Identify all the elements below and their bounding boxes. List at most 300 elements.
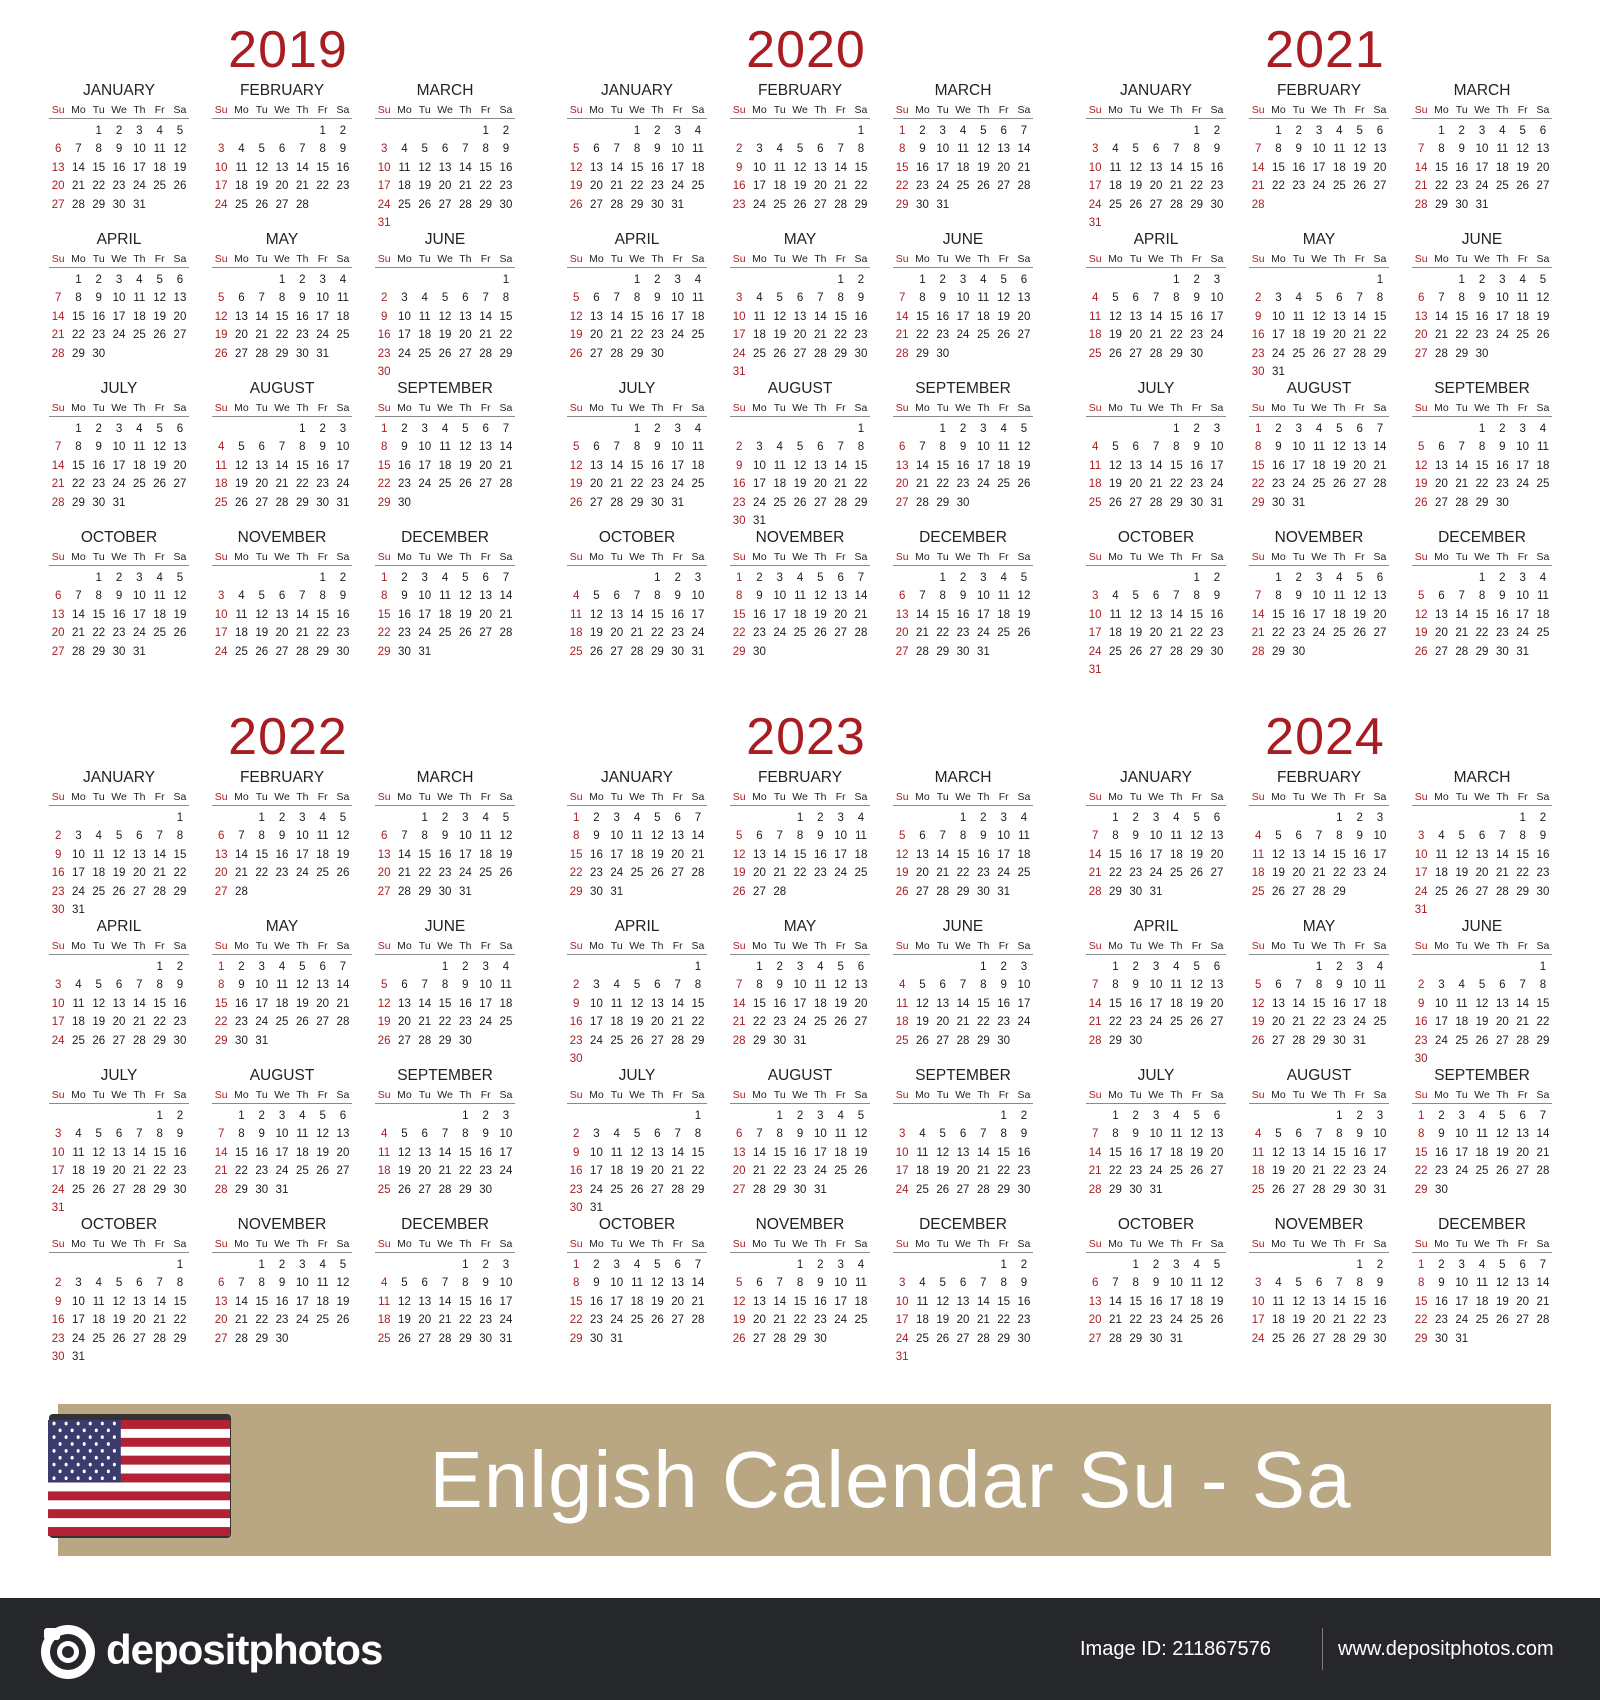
month-name: JULY bbox=[618, 1067, 656, 1084]
day-cell: 8 bbox=[1519, 830, 1526, 843]
day-cell: 30 bbox=[377, 366, 391, 378]
day-cell: 17 bbox=[499, 1146, 513, 1159]
weekday-header: Th bbox=[133, 104, 146, 116]
day-cell: 3 bbox=[54, 1128, 62, 1141]
day-cell: 10 bbox=[753, 459, 766, 472]
day-cell: 11 bbox=[854, 830, 867, 843]
day-cell: 4 bbox=[380, 1128, 388, 1141]
day-cell: 16 bbox=[1292, 608, 1306, 621]
day-cell: 22 bbox=[936, 627, 950, 640]
day-cell: 8 bbox=[380, 441, 388, 454]
day-cell: 25 bbox=[132, 478, 146, 491]
day-cell: 31 bbox=[1373, 1183, 1387, 1196]
day-cell: 29 bbox=[1109, 1183, 1122, 1196]
day-cell: 10 bbox=[295, 1277, 309, 1290]
month-name: MARCH bbox=[934, 769, 992, 786]
weekday-header: Tu bbox=[1292, 551, 1305, 563]
weekday-header: Mo bbox=[234, 104, 249, 116]
weekday-divider bbox=[893, 805, 1033, 806]
day-cell: 8 bbox=[1000, 1277, 1007, 1290]
day-cell: 2 bbox=[1132, 812, 1139, 824]
weekday-divider bbox=[212, 805, 352, 806]
weekday-header: Th bbox=[977, 402, 990, 414]
day-cell: 4 bbox=[441, 572, 449, 584]
weekday-header: Mo bbox=[234, 551, 249, 563]
day-cell: 26 bbox=[1475, 1034, 1489, 1047]
day-cell: 13 bbox=[1516, 1277, 1530, 1290]
year-title: 2023 bbox=[746, 708, 866, 766]
day-cell: 24 bbox=[834, 867, 848, 880]
day-cell: 30 bbox=[438, 885, 452, 898]
day-cell: 22 bbox=[1332, 1165, 1346, 1178]
day-cell: 22 bbox=[458, 1314, 472, 1327]
day-cell: 27 bbox=[377, 885, 391, 898]
day-cell: 11 bbox=[977, 292, 990, 305]
day-cell: 28 bbox=[1017, 180, 1031, 193]
day-cell: 29 bbox=[753, 1034, 766, 1047]
day-cell: 1 bbox=[462, 1110, 469, 1122]
day-cell: 30 bbox=[753, 645, 766, 658]
month-name: JUNE bbox=[424, 231, 466, 248]
day-cell: 22 bbox=[1475, 478, 1489, 491]
day-cell: 27 bbox=[1495, 1034, 1509, 1047]
day-cell: 24 bbox=[976, 627, 990, 640]
day-cell: 25 bbox=[153, 627, 167, 640]
day-cell: 27 bbox=[51, 198, 65, 211]
day-cell: 12 bbox=[569, 459, 583, 472]
day-cell: 15 bbox=[1475, 459, 1489, 472]
day-cell: 23 bbox=[377, 347, 391, 360]
day-cell: 17 bbox=[1088, 627, 1102, 640]
day-cell: 9 bbox=[1356, 830, 1363, 843]
day-cell: 20 bbox=[275, 180, 289, 193]
day-cell: 27 bbox=[854, 1016, 868, 1029]
day-cell: 27 bbox=[173, 329, 187, 342]
day-cell: 2 bbox=[1438, 1110, 1445, 1122]
day-cell: 24 bbox=[1210, 329, 1224, 342]
day-cell: 25 bbox=[438, 478, 452, 491]
day-cell: 4 bbox=[796, 572, 804, 584]
day-cell: 20 bbox=[479, 608, 493, 621]
weekday-header: Sa bbox=[499, 551, 513, 563]
day-cell: 8 bbox=[1254, 441, 1262, 454]
day-cell: 12 bbox=[1129, 608, 1143, 621]
day-cell: 8 bbox=[756, 979, 763, 992]
day-cell: 24 bbox=[1435, 1034, 1448, 1047]
day-cell: 11 bbox=[997, 441, 1010, 454]
day-cell: 8 bbox=[258, 1277, 265, 1290]
day-cell: 26 bbox=[630, 1183, 644, 1196]
day-cell: 13 bbox=[793, 310, 807, 323]
day-cell: 29 bbox=[916, 347, 929, 360]
weekday-header: Tu bbox=[92, 1089, 105, 1101]
day-cell: 7 bbox=[1173, 143, 1180, 156]
day-cell: 30 bbox=[1190, 347, 1204, 360]
weekday-header: Fr bbox=[154, 1238, 165, 1250]
weekday-header: Su bbox=[214, 104, 228, 116]
day-cell: 18 bbox=[1088, 478, 1102, 491]
day-cell: 24 bbox=[255, 1016, 269, 1029]
weekday-header: Sa bbox=[173, 551, 187, 563]
day-cell: 26 bbox=[793, 496, 807, 509]
day-cell: 22 bbox=[997, 1165, 1011, 1178]
day-cell: 29 bbox=[92, 198, 106, 211]
weekday-header: Th bbox=[1333, 551, 1346, 563]
day-cell: 15 bbox=[1272, 608, 1285, 621]
day-cell: 17 bbox=[895, 1165, 909, 1178]
day-cell: 19 bbox=[630, 1016, 644, 1029]
day-cell: 21 bbox=[956, 1016, 970, 1029]
day-cell: 20 bbox=[377, 867, 391, 880]
day-cell: 29 bbox=[976, 1034, 990, 1047]
day-cell: 28 bbox=[1373, 478, 1387, 491]
day-cell: 6 bbox=[1336, 292, 1343, 305]
day-cell: 8 bbox=[735, 590, 743, 603]
day-cell: 16 bbox=[590, 848, 603, 861]
day-cell: 26 bbox=[1190, 1016, 1204, 1029]
day-cell: 21 bbox=[671, 1165, 685, 1178]
day-cell: 7 bbox=[1091, 979, 1099, 992]
day-cell: 21 bbox=[499, 459, 513, 472]
day-cell: 10 bbox=[976, 441, 990, 454]
day-cell: 13 bbox=[112, 997, 126, 1010]
day-cell: 2 bbox=[980, 812, 987, 824]
day-cell: 18 bbox=[438, 459, 452, 472]
day-cell: 31 bbox=[1149, 885, 1163, 898]
day-cell: 22 bbox=[377, 478, 391, 491]
day-cell: 6 bbox=[54, 590, 62, 603]
day-cell: 8 bbox=[95, 143, 102, 156]
day-cell: 29 bbox=[997, 1332, 1011, 1345]
day-cell: 16 bbox=[499, 161, 513, 174]
day-cell: 23 bbox=[813, 867, 827, 880]
day-cell: 15 bbox=[438, 997, 452, 1010]
day-cell: 21 bbox=[834, 180, 848, 193]
weekday-header: We bbox=[437, 1238, 453, 1250]
weekday-header: Mo bbox=[589, 1238, 604, 1250]
day-cell: 10 bbox=[479, 979, 493, 992]
day-cell: 13 bbox=[1373, 590, 1387, 603]
day-cell: 29 bbox=[1332, 1183, 1346, 1196]
day-cell: 29 bbox=[936, 496, 950, 509]
day-cell: 20 bbox=[1088, 1314, 1102, 1327]
day-cell: 28 bbox=[255, 347, 269, 360]
weekday-header: We bbox=[437, 402, 453, 414]
day-cell: 19 bbox=[1109, 329, 1122, 342]
day-cell: 7 bbox=[75, 590, 82, 603]
day-cell: 17 bbox=[1516, 608, 1530, 621]
day-cell: 13 bbox=[813, 161, 827, 174]
day-cell: 29 bbox=[214, 1034, 228, 1047]
day-cell: 7 bbox=[1336, 1277, 1343, 1290]
weekday-divider bbox=[212, 954, 352, 955]
day-cell: 10 bbox=[691, 590, 705, 603]
weekday-header: Mo bbox=[752, 402, 767, 414]
day-cell: 30 bbox=[1129, 1183, 1143, 1196]
weekday-header: Sa bbox=[1017, 1089, 1031, 1101]
day-cell: 8 bbox=[1376, 292, 1384, 305]
weekday-divider bbox=[49, 805, 189, 806]
day-cell: 11 bbox=[610, 1146, 623, 1159]
weekday-header: We bbox=[274, 1238, 290, 1250]
day-cell: 8 bbox=[919, 292, 926, 305]
weekday-header: Fr bbox=[672, 1089, 683, 1101]
day-cell: 6 bbox=[756, 830, 763, 843]
day-cell: 16 bbox=[1414, 1016, 1428, 1029]
day-cell: 30 bbox=[956, 645, 970, 658]
day-cell: 3 bbox=[1213, 274, 1221, 286]
day-cell: 18 bbox=[854, 1295, 868, 1308]
day-cell: 14 bbox=[1332, 1295, 1346, 1308]
day-cell: 23 bbox=[173, 1165, 187, 1178]
day-cell: 26 bbox=[997, 329, 1011, 342]
day-cell: 3 bbox=[1091, 143, 1099, 156]
day-cell: 23 bbox=[854, 329, 868, 342]
day-cell: 12 bbox=[1272, 1146, 1285, 1159]
weekday-header: We bbox=[1311, 402, 1327, 414]
day-cell: 3 bbox=[115, 423, 123, 435]
day-cell: 12 bbox=[458, 590, 472, 603]
day-cell: 19 bbox=[813, 608, 827, 621]
day-cell: 28 bbox=[976, 1183, 990, 1196]
day-cell: 1 bbox=[1112, 961, 1119, 973]
day-cell: 17 bbox=[1475, 161, 1489, 174]
day-cell: 3 bbox=[898, 1277, 906, 1290]
day-cell: 4 bbox=[1376, 961, 1384, 973]
day-cell: 23 bbox=[1435, 1314, 1448, 1327]
day-cell: 14 bbox=[1088, 997, 1102, 1010]
day-cell: 17 bbox=[773, 608, 787, 621]
weekday-divider bbox=[375, 565, 515, 566]
day-cell: 15 bbox=[854, 161, 868, 174]
weekday-header: Mo bbox=[915, 1089, 930, 1101]
weekday-header: We bbox=[1148, 551, 1164, 563]
day-cell: 22 bbox=[1190, 180, 1204, 193]
day-cell: 25 bbox=[214, 496, 228, 509]
day-cell: 7 bbox=[613, 441, 620, 454]
day-cell: 15 bbox=[997, 1295, 1011, 1308]
day-cell: 8 bbox=[980, 979, 987, 992]
weekday-header: Tu bbox=[1455, 551, 1468, 563]
day-cell: 14 bbox=[1353, 310, 1367, 323]
weekday-header: Tu bbox=[418, 1089, 431, 1101]
day-cell: 15 bbox=[1109, 997, 1122, 1010]
day-cell: 21 bbox=[1516, 1016, 1530, 1029]
day-cell: 16 bbox=[398, 459, 411, 472]
day-cell: 10 bbox=[1373, 830, 1387, 843]
day-cell: 9 bbox=[593, 830, 600, 843]
weekday-divider bbox=[1249, 565, 1389, 566]
weekday-header: Fr bbox=[1354, 551, 1365, 563]
weekday-header: Sa bbox=[499, 104, 513, 116]
day-cell: 11 bbox=[1252, 848, 1265, 861]
day-cell: 2 bbox=[1213, 125, 1221, 137]
weekday-header: Fr bbox=[998, 253, 1009, 265]
day-cell: 23 bbox=[997, 1016, 1011, 1029]
day-cell: 13 bbox=[398, 997, 411, 1010]
day-cell: 29 bbox=[295, 496, 309, 509]
day-cell: 16 bbox=[479, 1146, 493, 1159]
day-cell: 27 bbox=[479, 627, 493, 640]
day-cell: 6 bbox=[278, 590, 286, 603]
day-cell: 18 bbox=[418, 329, 432, 342]
weekday-header: Sa bbox=[499, 402, 513, 414]
weekday-header: Sa bbox=[1210, 940, 1224, 952]
day-cell: 29 bbox=[1475, 496, 1489, 509]
day-cell: 16 bbox=[92, 459, 106, 472]
day-cell: 3 bbox=[502, 1110, 510, 1122]
day-cell: 17 bbox=[1169, 1295, 1183, 1308]
day-cell: 25 bbox=[499, 1016, 513, 1029]
day-cell: 19 bbox=[895, 867, 909, 880]
day-cell: 15 bbox=[1109, 1146, 1122, 1159]
day-cell: 23 bbox=[51, 885, 65, 898]
day-cell: 23 bbox=[479, 1314, 493, 1327]
weekday-header: Th bbox=[1496, 940, 1509, 952]
day-cell: 11 bbox=[1333, 590, 1346, 603]
day-cell: 19 bbox=[793, 478, 807, 491]
day-cell: 18 bbox=[153, 161, 167, 174]
day-cell: 11 bbox=[153, 143, 166, 156]
day-cell: 17 bbox=[1373, 1146, 1387, 1159]
day-cell: 26 bbox=[336, 1314, 350, 1327]
day-cell: 18 bbox=[92, 867, 106, 880]
day-cell: 10 bbox=[753, 161, 766, 174]
day-cell: 15 bbox=[92, 161, 106, 174]
day-cell: 16 bbox=[1353, 848, 1367, 861]
day-cell: 20 bbox=[438, 180, 452, 193]
day-cell: 13 bbox=[1129, 459, 1143, 472]
weekday-header: Th bbox=[1496, 551, 1509, 563]
site-url[interactable]: www.depositphotos.com bbox=[1338, 1638, 1554, 1660]
day-cell: 18 bbox=[895, 1016, 909, 1029]
day-cell: 6 bbox=[1499, 979, 1506, 992]
weekday-header: Tu bbox=[936, 1238, 949, 1250]
weekday-divider bbox=[1249, 1103, 1389, 1104]
day-cell: 15 bbox=[956, 848, 970, 861]
weekday-divider bbox=[1086, 954, 1226, 955]
day-cell: 14 bbox=[336, 979, 350, 992]
day-cell: 17 bbox=[956, 310, 970, 323]
weekday-header: Fr bbox=[1191, 791, 1202, 803]
day-cell: 5 bbox=[441, 292, 449, 305]
day-cell: 26 bbox=[255, 198, 269, 211]
day-cell: 2 bbox=[54, 830, 62, 843]
day-cell: 23 bbox=[499, 180, 513, 193]
month-name: DECEMBER bbox=[401, 1216, 489, 1233]
day-cell: 30 bbox=[398, 496, 411, 509]
day-cell: 30 bbox=[732, 515, 746, 527]
day-cell: 21 bbox=[1149, 329, 1163, 342]
weekday-header: Tu bbox=[92, 402, 105, 414]
day-cell: 15 bbox=[650, 608, 664, 621]
day-cell: 25 bbox=[1292, 347, 1306, 360]
day-cell: 1 bbox=[1519, 812, 1526, 824]
day-cell: 30 bbox=[336, 645, 350, 658]
weekday-divider bbox=[1249, 118, 1389, 119]
day-cell: 14 bbox=[916, 459, 929, 472]
day-cell: 3 bbox=[837, 812, 844, 824]
day-cell: 24 bbox=[671, 180, 685, 193]
day-cell: 2 bbox=[1213, 572, 1221, 584]
day-cell: 16 bbox=[793, 1146, 807, 1159]
day-cell: 1 bbox=[1193, 125, 1200, 137]
weekday-header: We bbox=[1148, 1089, 1164, 1101]
weekday-header: Su bbox=[377, 791, 391, 803]
day-cell: 22 bbox=[275, 329, 289, 342]
day-cell: 22 bbox=[1332, 867, 1346, 880]
day-cell: 20 bbox=[112, 1165, 126, 1178]
weekday-header: Mo bbox=[1434, 791, 1449, 803]
day-cell: 3 bbox=[1438, 979, 1445, 992]
day-cell: 16 bbox=[936, 310, 950, 323]
day-cell: 15 bbox=[275, 310, 289, 323]
weekday-divider bbox=[1249, 267, 1389, 268]
day-cell: 5 bbox=[776, 292, 783, 305]
day-cell: 27 bbox=[418, 1183, 432, 1196]
weekday-header: Sa bbox=[173, 104, 187, 116]
weekday-header: Su bbox=[1251, 253, 1265, 265]
day-cell: 31 bbox=[1088, 217, 1102, 229]
day-cell: 26 bbox=[834, 1016, 848, 1029]
day-cell: 16 bbox=[458, 997, 472, 1010]
day-cell: 23 bbox=[569, 1034, 583, 1047]
day-cell: 19 bbox=[773, 329, 787, 342]
day-cell: 1 bbox=[1173, 423, 1180, 435]
weekday-header: Th bbox=[296, 791, 309, 803]
weekday-header: Mo bbox=[234, 791, 249, 803]
day-cell: 23 bbox=[479, 1165, 493, 1178]
day-cell: 22 bbox=[854, 180, 868, 193]
day-cell: 29 bbox=[438, 1034, 452, 1047]
day-cell: 16 bbox=[336, 161, 350, 174]
day-cell: 12 bbox=[1272, 848, 1285, 861]
day-cell: 2 bbox=[939, 274, 946, 286]
day-cell: 10 bbox=[1373, 1128, 1387, 1141]
day-cell: 6 bbox=[339, 1110, 347, 1122]
day-cell: 8 bbox=[1417, 1128, 1425, 1141]
day-cell: 7 bbox=[136, 979, 143, 992]
weekday-header: We bbox=[1474, 551, 1490, 563]
day-cell: 10 bbox=[214, 161, 228, 174]
day-cell: 26 bbox=[1495, 1314, 1509, 1327]
day-cell: 10 bbox=[1088, 161, 1102, 174]
day-cell: 21 bbox=[438, 1165, 452, 1178]
day-cell: 8 bbox=[776, 1128, 783, 1141]
day-cell: 16 bbox=[1210, 161, 1224, 174]
day-cell: 22 bbox=[1272, 180, 1285, 193]
weekday-header: We bbox=[1474, 253, 1490, 265]
day-cell: 8 bbox=[939, 590, 946, 603]
day-cell: 30 bbox=[1536, 885, 1550, 898]
day-cell: 25 bbox=[753, 347, 766, 360]
weekday-header: Su bbox=[51, 402, 65, 414]
day-cell: 11 bbox=[997, 590, 1010, 603]
day-cell: 31 bbox=[895, 1351, 909, 1363]
day-cell: 23 bbox=[1536, 867, 1550, 880]
day-cell: 21 bbox=[610, 180, 624, 193]
day-cell: 22 bbox=[499, 329, 513, 342]
day-cell: 6 bbox=[1417, 292, 1425, 305]
day-cell: 14 bbox=[610, 161, 624, 174]
day-cell: 31 bbox=[255, 1034, 269, 1047]
day-cell: 17 bbox=[1149, 848, 1163, 861]
weekday-header: Mo bbox=[752, 253, 767, 265]
day-cell: 28 bbox=[976, 1332, 990, 1345]
day-cell: 8 bbox=[572, 830, 580, 843]
day-cell: 27 bbox=[895, 496, 909, 509]
day-cell: 4 bbox=[980, 274, 987, 286]
